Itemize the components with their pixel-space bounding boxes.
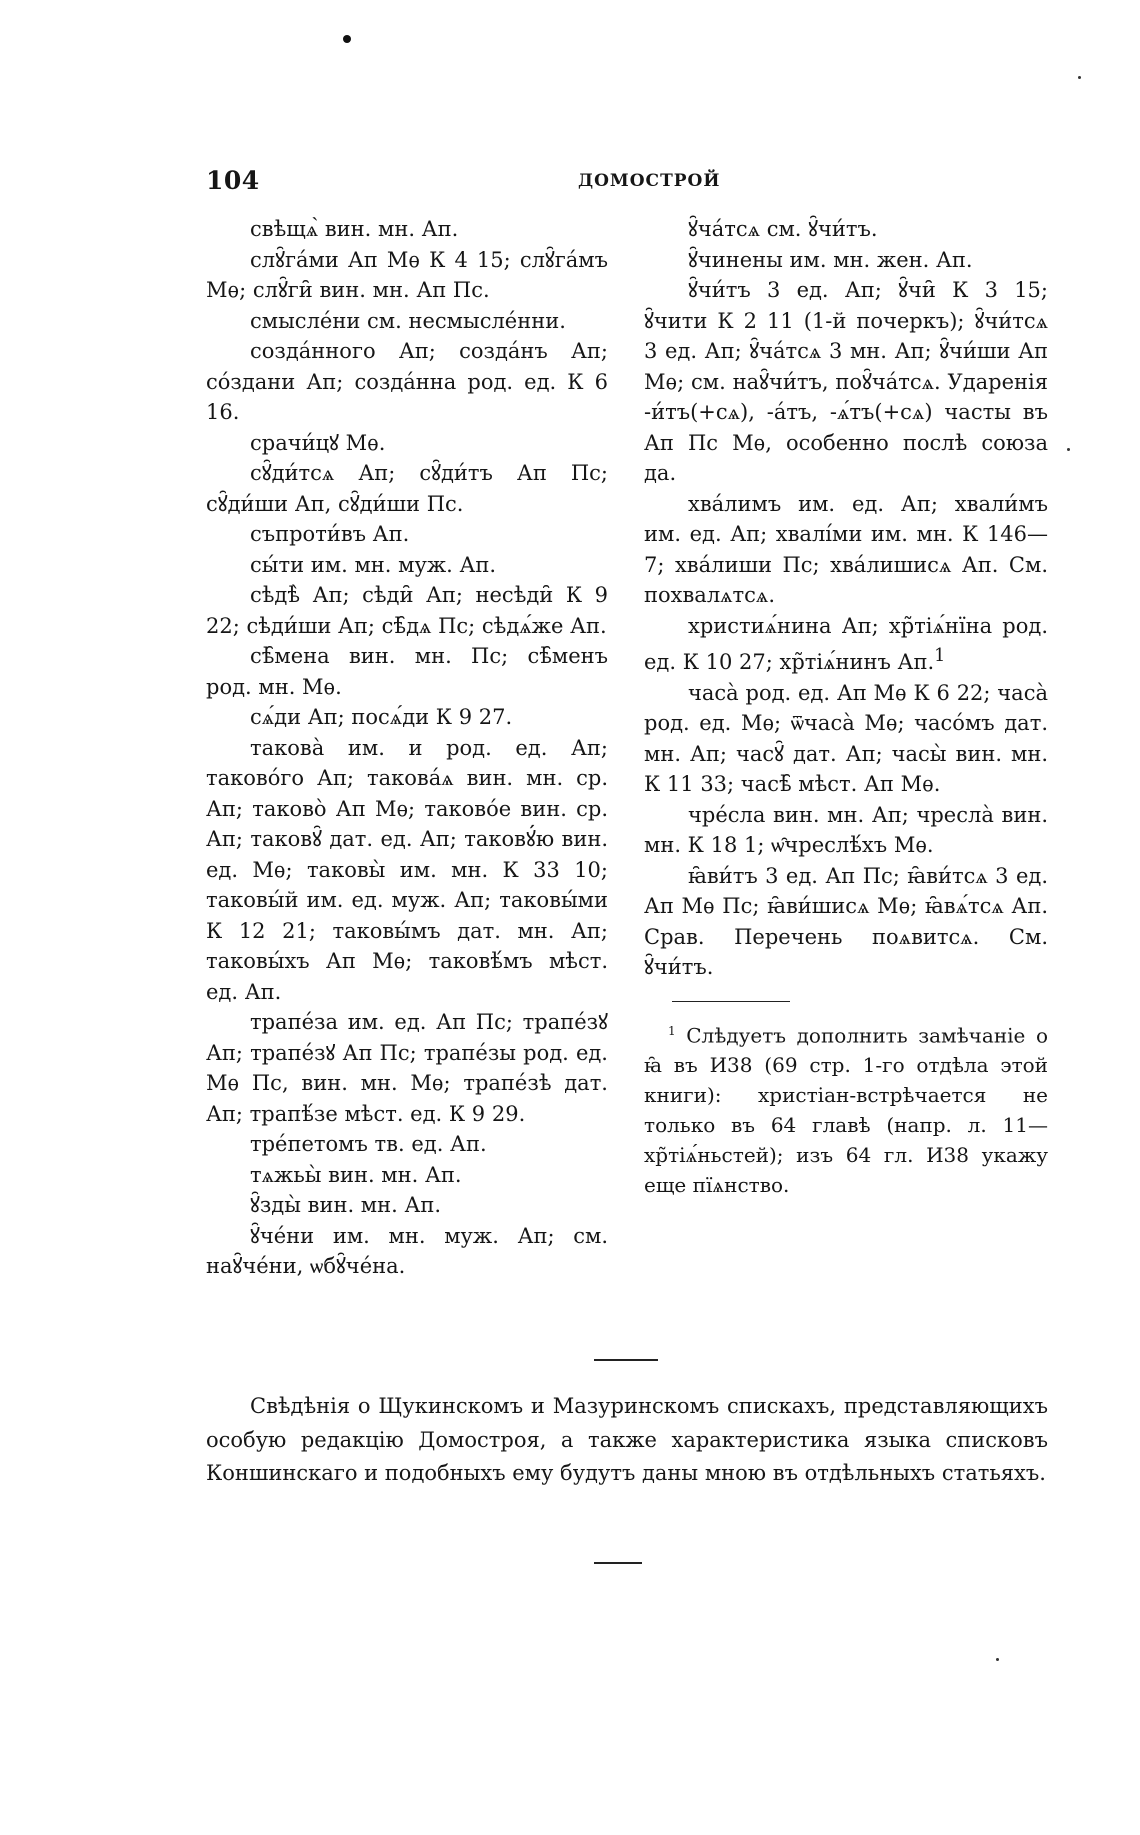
dictionary-entry: сѣдѣ̀ Ап; сѣди̑ Ап; несѣди̑ К 9 22; сѣди́ши Ап; сѣ̑дѧ Пс; сѣдѧ́же Ап. <box>206 583 608 638</box>
dictionary-entry: сѧ́ди Ап; посѧ́ди К 9 27. <box>250 705 513 729</box>
entry-text: христиѧ́нина Ап; хр̃тіѧ́нїна род. ед. К 10 27; хр̃тіѧ́нинъ Ап. <box>644 613 1048 674</box>
dictionary-entry: созда́нного Ап; созда́нъ Ап; со́здани Ап; созда́нна род. ед. К 6 16. <box>206 339 608 424</box>
footnote-ref[interactable]: 1 <box>934 646 946 666</box>
dictionary-entry: такова̀ им. и род. ед. Ап; таково́го Ап; такова́ѧ вин. мн. ср. Ап; таково̀ Ап Мѳ; таково́е вин. ср. Ап; таковꙋ̑ дат. ед. Ап; таковꙋ́ю вин. ед. Мѳ; таковы̀ им. мн. К 33 10; таковы́й им. ед. муж. Ап; таковы́ми К 12 21; таковы́мъ дат. мн. Ап; таковы́хъ Ап Мѳ; таковѣ́мъ мѣст. ед. Ап. <box>206 735 608 1004</box>
dictionary-entry: сы́ти им. мн. муж. Ап. <box>250 552 497 577</box>
dictionary-entry: ꙋ̑чинены им. мн. жен. Ап. <box>688 247 973 272</box>
dictionary-entry: слꙋ̑га́ми Ап Мѳ К 4 15; слꙋ̑га́мъ Мѳ; слꙋ̑ги̑ вин. мн. Ап Пс. <box>206 247 608 302</box>
dictionary-entry: ꙗ̑ви́тъ 3 ед. Ап Пс; ꙗ̑ви́тсѧ 3 ед. Ап Мѳ Пс; ꙗ̑ви́шисѧ Мѳ; ꙗ̑вѧ́тсѧ Ап. Срав. Перечень поѧвитсѧ. См. ꙋ̑чи́тъ. <box>644 863 1048 979</box>
ink-speck <box>1078 76 1081 79</box>
dictionary-entry: тѧжьы̀ вин. мн. Ап. <box>250 1162 462 1187</box>
dictionary-entry: сꙋ̑ди́тсѧ Ап; сꙋ̑ди́тъ Ап Пс; сꙋ̑ди́ши Ап, сꙋ̑ди́ши Пс. <box>206 461 608 516</box>
dictionary-entry: ꙋ̑че́ни им. мн. муж. Ап; см. наꙋ̑че́ни, ѡбꙋ̑че́на. <box>206 1223 608 1278</box>
dictionary-entry: съпроти́въ Ап. <box>250 522 410 546</box>
dictionary-entry: трапе́за им. ед. Ап Пс; трапе́зꙋ Ап; трапе́зꙋ Ап Пс; трапе́зы род. ед. Мѳ Пс, вин. мн. Мѳ; трапе́зѣ дат. Ап; трапѣ́зе мѣст. ед. К 9 29. <box>206 1010 608 1126</box>
ink-speck <box>1067 448 1070 451</box>
right-column <box>644 214 1048 1200</box>
dictionary-entry: хва́лимъ им. ед. Ап; хвали́мъ им. ед. Ап; хвалі́ми им. мн. К 146—7; хва́лиши Пс; хва́лишисѧ Ап. См. похвалѧтсѧ. <box>644 491 1048 607</box>
footnote-text: Слѣдуетъ дополнить замѣчаніе о ꙗ̑ въ И38 (69 стр. 1-го отдѣла этой книги): христіан-встрѣчается не только въ 64 главѣ (напр. л. 11—хр̃тіѧ́ньстей); изъ 64 гл. И38 укажу еще пїѧнство. <box>644 1023 1049 1198</box>
dictionary-entry: тре́петомъ тв. ед. Ап. <box>250 1132 487 1156</box>
dictionary-entry: часа̀ род. ед. Ап Мѳ К 6 22; часа̀ род. ед. Мѳ; ѿчаса̀ Мѳ; часо́мъ дат. мн. Ап; часꙋ̑ дат. Ап; часы̀ вин. мн. К 11 33; часѣ̑ мѣст. Ап Мѳ. <box>644 680 1048 796</box>
left-column <box>206 214 608 1282</box>
footnote-marker: 1 <box>668 1023 676 1038</box>
dictionary-entry: ꙋ̑чи́тъ 3 ед. Ап; ꙋ̑чи̑ К 3 15; ꙋ̑чити К 2 11 (1-й почеркъ); ꙋ̑чи́тсѧ 3 ед. Ап; ꙋ̑ча́тсѧ 3 мн. Ап; ꙋ̑чи́ши Ап Мѳ; см. наꙋ̑чи́тъ, поꙋ̑ча́тсѧ. Ударенія -и́тъ(+сѧ), -а́тъ, -ѧ́тъ(+сѧ) часты въ Ап Пс Мѳ, особенно послѣ союза да. <box>644 278 1048 485</box>
dictionary-entry <box>644 611 1048 678</box>
end-separator <box>594 1562 642 1564</box>
ink-speck <box>996 1658 999 1661</box>
ink-dot <box>343 35 351 43</box>
dictionary-entry: чре́сла вин. мн. Ап; чресла̀ вин. мн. К 18 1; ѡ̑чреслѣ́хъ Мѳ. <box>644 802 1048 857</box>
dictionary-entry: смысле́ни см. несмысле́нни. <box>250 308 566 333</box>
footnote <box>644 1016 1048 1201</box>
running-title: ДОМОСТРОЙ <box>578 171 721 191</box>
dictionary-entry: сѣ̑мена вин. мн. Пс; сѣ̑менъ род. мн. Мѳ. <box>206 644 608 699</box>
dictionary-entry: ꙋ̑ча́тсѧ см. ꙋ̑чи́тъ. <box>688 217 878 241</box>
footnote-rule <box>672 1001 790 1002</box>
dictionary-entry: свѣщѧ̀ вин. мн. Ап. <box>250 217 459 241</box>
dictionary-entry: срачи́цꙋ Мѳ. <box>250 430 386 455</box>
closing-paragraph: Свѣдѣнія о Щукинскомъ и Мазуринскомъ спискахъ, представляющихъ особую редакцію Домостроя, а также характеристика языка списковъ Коншинскаго и подобныхъ ему будутъ даны мною въ отдѣльныхъ статьяхъ. <box>206 1394 1048 1485</box>
page-number: 104 <box>206 166 260 195</box>
dictionary-entry: ꙋ̑зды̀ вин. мн. Ап. <box>250 1193 442 1217</box>
section-separator <box>594 1359 658 1361</box>
